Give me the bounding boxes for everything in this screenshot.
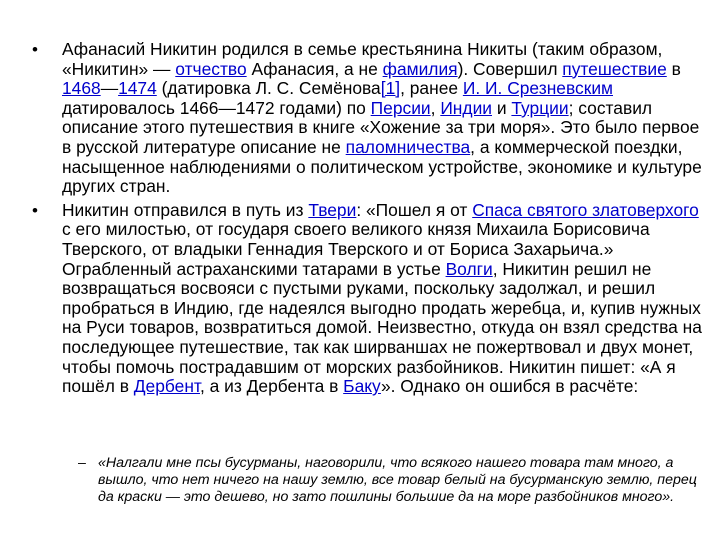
text-run: в	[666, 58, 681, 79]
wiki-link[interactable]: И. И. Срезневским	[462, 78, 613, 99]
quote-text: «Налгали мне псы бусурманы, наговорили, что всякого нашего товара там много, а вышло, что нет ничего на нашу землю, все товар белый на бусурманскую землю, перец да краски — это дешево, но зато пошлины большие да на море разбойников много».	[98, 455, 697, 506]
text-run: : «Пошел я от	[356, 199, 473, 220]
bullet-item-journey	[32, 201, 704, 397]
wiki-link[interactable]: 1468	[62, 78, 101, 99]
text-run: Афанасия, а не	[246, 58, 383, 79]
bullet-item-biography	[32, 40, 704, 197]
wiki-link[interactable]: Индии	[440, 97, 492, 118]
wiki-link[interactable]: паломничества	[345, 136, 471, 157]
sub-bullet-list	[78, 455, 708, 507]
wiki-link[interactable]: Спаса святого златоверхого	[472, 199, 699, 220]
text-run: датировалось 1466—1472 годами) по	[62, 97, 371, 118]
paragraph-journey	[62, 200, 702, 396]
text-run: Никитин отправился в путь из	[62, 199, 309, 220]
text-run: (датировка Л. С. Семёнова	[156, 78, 381, 99]
text-run: ; составил описание этого путешествия в книге «Хожение за три моря». Это было первое в русской литературе описание не	[62, 97, 700, 157]
text-run: с его милостью, от государя своего великого князя Михаила Борисовича Тверского, от владыки Геннадия Тверского и от Бориса Захарьича.» Ограбленный астраханскими татарами в устье	[62, 219, 650, 279]
wiki-link[interactable]: [1]	[380, 78, 401, 99]
wiki-link[interactable]: фамилия	[382, 58, 458, 79]
text-run: , а коммерческой поездки, насыщенное наблюдениями о политическом устройстве, экономике и культуре других стран.	[62, 136, 702, 197]
wiki-link[interactable]: отчество	[175, 58, 247, 79]
wiki-link[interactable]: Твери	[308, 199, 357, 220]
quote-item	[78, 455, 708, 507]
text-run: и	[492, 97, 512, 118]
bullet-marker: •	[32, 200, 38, 220]
text-run: , Никитин решил не возвращаться восвояси с пустыми руками, поскольку задолжал, и решил пробраться в Индию, где надеялся выгодно продать жеребца, и, купив нужных на Руси товаров, возвратиться домой. Неизвестно, откуда он взял средства на последующее путешествие, так как ширваншах не пожертвовал и двух монет, чтобы помочь пострадавшим от морских разбойников. Никитин пишет: «А я пошёл в	[62, 258, 702, 397]
wiki-link[interactable]: Дербент	[133, 376, 200, 397]
text-run: ,	[430, 97, 441, 118]
bullet-list	[32, 40, 704, 401]
wiki-link[interactable]: Турции	[511, 97, 569, 118]
bullet-marker: •	[32, 40, 38, 59]
paragraph-biography	[62, 39, 702, 196]
text-run: —	[100, 78, 119, 99]
wiki-link[interactable]: 1474	[118, 78, 157, 99]
text-run: , ранее	[400, 78, 463, 99]
wiki-link[interactable]: Баку	[343, 376, 381, 397]
text-run: , а из Дербента в	[199, 376, 344, 397]
wiki-link[interactable]: путешествие	[562, 58, 667, 79]
text-run: ). Совершил	[457, 58, 563, 79]
text-run: ». Однако он ошибся в расчёте:	[380, 376, 639, 397]
dash-marker: –	[78, 455, 86, 471]
text-run: Афанасий Никитин родился в семье крестьянина Никиты (таким образом, «Никитин» —	[62, 39, 663, 79]
wiki-link[interactable]: Волги	[445, 258, 493, 279]
wiki-link[interactable]: Персии	[370, 97, 431, 118]
